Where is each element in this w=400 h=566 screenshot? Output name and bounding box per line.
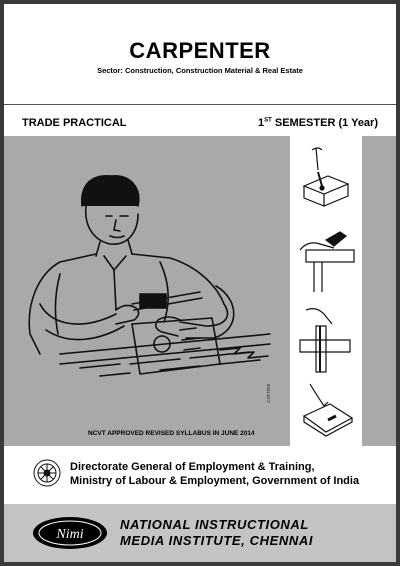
drilling-illustration	[296, 146, 356, 212]
joint-illustration	[296, 306, 356, 376]
emblem-icon	[32, 458, 62, 488]
trade-label: TRADE PRACTICAL	[22, 117, 127, 129]
cover-page	[4, 4, 396, 562]
semester-number: 1	[258, 117, 265, 129]
chisel-illustration	[296, 220, 356, 294]
sector-subtitle: Sector: Construction, Construction Material & Real Estate	[97, 66, 303, 75]
institute-line-1: NATIONAL INSTRUCTIONAL	[120, 517, 309, 532]
semester-text: SEMESTER (1 Year)	[271, 117, 378, 129]
publisher-block	[70, 460, 359, 488]
publisher-line-2: Ministry of Labour & Employment, Government of India	[70, 475, 360, 487]
syllabus-note: NCVT APPROVED REVISED SYLLABUS IN JUNE 2014	[88, 430, 255, 437]
institute-name	[120, 517, 313, 549]
semester-suffix: ST	[264, 117, 272, 124]
semester-label	[258, 117, 378, 129]
nimi-logo	[32, 516, 108, 550]
marking-illustration	[296, 380, 356, 442]
divider	[4, 104, 396, 105]
institute-line-2: MEDIA INSTITUTE, CHENNAI	[120, 533, 314, 548]
book-title: CARPENTER	[129, 38, 271, 63]
publisher-line-1: Directorate General of Employment & Training,	[70, 461, 315, 473]
nimi-logo-text: Nimi	[56, 527, 84, 542]
carpenter-illustration	[20, 154, 280, 384]
catalog-code: CAT7929	[266, 384, 271, 403]
technique-strip	[290, 136, 362, 446]
